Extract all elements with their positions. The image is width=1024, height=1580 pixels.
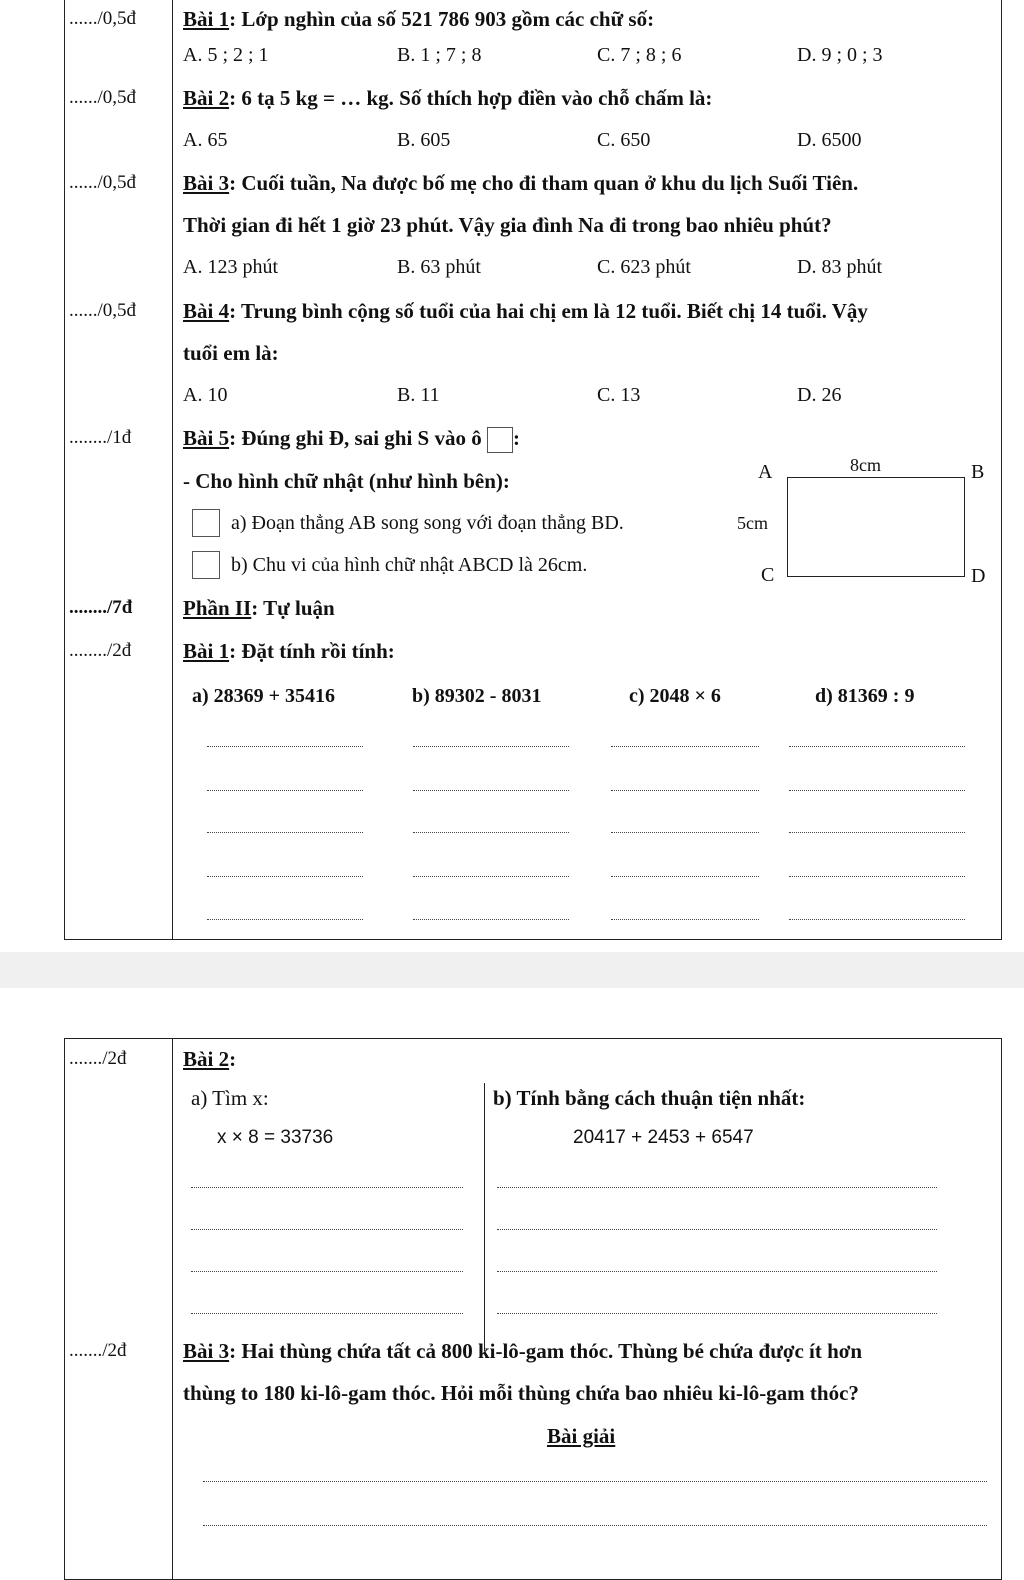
- q4-row2: [65, 333, 1001, 373]
- q5-label: Bài 5: [183, 426, 230, 450]
- s2q3-text-line2: thùng to 180 ki-lô-gam thóc. Hỏi mỗi thùng chứa bao nhiêu ki-lô-gam thóc?: [183, 1381, 859, 1405]
- convenient-calc-title: b) Tính bằng cách thuận tiện nhất:: [493, 1086, 806, 1110]
- q3-row2: [65, 205, 1001, 245]
- q1-option-a[interactable]: A. 5 ; 2 ; 1: [183, 44, 269, 66]
- calc-answer-line[interactable]: [413, 919, 569, 920]
- bai2-answer-line[interactable]: [191, 1271, 463, 1272]
- width-label: 5cm: [737, 513, 768, 533]
- s2q3-row2: [65, 1373, 1001, 1413]
- length-label: 8cm: [850, 455, 881, 475]
- calc-answer-line[interactable]: [207, 790, 363, 791]
- p2q1-label: Bài 1: [183, 639, 230, 663]
- q1-score: ....../0,5đ: [69, 8, 137, 29]
- bai2-answer-line[interactable]: [497, 1229, 937, 1230]
- calc-answer-line[interactable]: [789, 790, 965, 791]
- s2q2-colon: :: [229, 1047, 237, 1071]
- calc-answer-line[interactable]: [611, 790, 759, 791]
- part2-text: : Tự luận: [251, 596, 335, 620]
- s2q2-label: Bài 2: [183, 1047, 230, 1071]
- q1-option-d[interactable]: D. 9 ; 0 ; 3: [797, 44, 883, 66]
- q1-option-c[interactable]: C. 7 ; 8 ; 6: [597, 44, 682, 66]
- bai2-answer-line[interactable]: [191, 1229, 463, 1230]
- q5-row: [65, 418, 1001, 458]
- s2q2-heading: [183, 1039, 993, 1079]
- vertex-a-label: A: [758, 461, 773, 483]
- q3-label: Bài 3: [183, 171, 230, 195]
- worksheet-part1: [64, 0, 1002, 940]
- q5-question: [183, 418, 993, 458]
- q5-intro: - Cho hình chữ nhật (như hình bên):: [183, 469, 510, 493]
- calc-answer-line[interactable]: [413, 790, 569, 791]
- part2-heading: [183, 588, 993, 628]
- q2-row: [65, 78, 1001, 118]
- calc-answer-line[interactable]: [207, 919, 363, 920]
- q3-row: [65, 163, 1001, 203]
- worksheet-part2: [64, 1038, 1002, 1580]
- p2q1-row: [65, 631, 1001, 671]
- calc-answer-line[interactable]: [413, 832, 569, 833]
- q5b-answer-box[interactable]: [192, 551, 220, 579]
- s2q3-question: [183, 1331, 993, 1371]
- q4-text: : Trung bình cộng số tuổi của hai chị em là 12 tuổi. Biết chị 14 tuổi. Vậy: [229, 299, 868, 323]
- q5a-statement: a) Đoạn thẳng AB song song với đoạn thẳng BD.: [231, 512, 624, 534]
- calc-answer-line[interactable]: [207, 876, 363, 877]
- q4-option-a[interactable]: A. 10: [183, 384, 228, 406]
- bai2-answer-line[interactable]: [191, 1187, 463, 1188]
- q2-option-c[interactable]: C. 650: [597, 129, 651, 151]
- convenient-calc-expression: 20417 + 2453 + 6547: [573, 1127, 754, 1148]
- q2-score: ....../0,5đ: [69, 87, 137, 108]
- q2-option-a[interactable]: A. 65: [183, 129, 228, 151]
- q3-option-a[interactable]: A. 123 phút: [183, 256, 278, 278]
- s2q3-text: : Hai thùng chứa tất cả 800 ki-lô-gam thóc. Thùng bé chứa được ít hơn: [229, 1339, 863, 1363]
- q1-question: [183, 0, 993, 39]
- q3-score: ....../0,5đ: [69, 172, 137, 193]
- solution-heading: Bài giải: [547, 1424, 616, 1448]
- calc-answer-line[interactable]: [789, 832, 965, 833]
- s2q3-row: [65, 1331, 1001, 1371]
- q4-option-c[interactable]: C. 13: [597, 384, 641, 406]
- calc-item-c: c) 2048 × 6: [629, 685, 721, 707]
- part2-score: ......../7đ: [69, 597, 133, 618]
- q5-score: ......../1đ: [69, 427, 132, 448]
- vertex-b-label: B: [971, 461, 985, 483]
- calc-answer-line[interactable]: [611, 832, 759, 833]
- calc-answer-line[interactable]: [413, 876, 569, 877]
- s2q3-label: Bài 3: [183, 1339, 230, 1363]
- q4-question: [183, 291, 993, 331]
- q5-colon: :: [513, 426, 520, 450]
- q3-text-line2: Thời gian đi hết 1 giờ 23 phút. Vậy gia đình Na đi trong bao nhiêu phút?: [183, 213, 832, 237]
- q3-options: [65, 247, 1001, 287]
- q4-text-line2: tuổi em là:: [183, 341, 279, 365]
- q3-text: : Cuối tuần, Na được bố mẹ cho đi tham quan ở khu du lịch Suối Tiên.: [229, 171, 859, 195]
- s2q2-exprs: [65, 1118, 1001, 1158]
- bai2-answer-line[interactable]: [497, 1313, 937, 1314]
- q4-option-b[interactable]: B. 11: [397, 384, 440, 406]
- page-separator: [0, 952, 1024, 988]
- s2q2-score: ......./2đ: [69, 1048, 127, 1069]
- part2-label: Phần II: [183, 596, 252, 620]
- q5a-answer-box[interactable]: [192, 509, 220, 537]
- q2-option-d[interactable]: D. 6500: [797, 129, 862, 151]
- q4-row: [65, 291, 1001, 331]
- q3-option-d[interactable]: D. 83 phút: [797, 256, 882, 278]
- q4-option-d[interactable]: D. 26: [797, 384, 842, 406]
- q1-options: [65, 35, 1001, 75]
- calc-item-d: d) 81369 : 9: [815, 685, 915, 707]
- q1-row: [65, 0, 1001, 39]
- s2q3-score: ......./2đ: [69, 1340, 127, 1361]
- q3-option-b[interactable]: B. 63 phút: [397, 256, 481, 278]
- calc-answer-line[interactable]: [611, 919, 759, 920]
- q2-question: [183, 78, 993, 118]
- calc-answer-line[interactable]: [413, 746, 569, 747]
- p2q1-text: : Đặt tính rồi tính:: [229, 639, 395, 663]
- q4-label: Bài 4: [183, 299, 230, 323]
- q2-text: : 6 tạ 5 kg = … kg. Số thích hợp điền vào chỗ chấm là:: [229, 86, 713, 110]
- p2q1-question: [183, 631, 993, 671]
- q2-label: Bài 2: [183, 86, 230, 110]
- answer-box-sample: [487, 427, 513, 453]
- solution-line-2[interactable]: [203, 1525, 987, 1526]
- q4-score: ....../0,5đ: [69, 300, 137, 321]
- find-x-equation: x × 8 = 33736: [217, 1127, 334, 1148]
- s2q2-row: [65, 1039, 1001, 1079]
- q2-option-b[interactable]: B. 605: [397, 129, 451, 151]
- q2-options: [65, 120, 1001, 160]
- bai2-answer-line[interactable]: [497, 1187, 937, 1188]
- vertex-d-label: D: [971, 565, 986, 587]
- q3-option-c[interactable]: C. 623 phút: [597, 256, 691, 278]
- q3-question: [183, 163, 993, 203]
- solution-line-1[interactable]: [203, 1481, 987, 1482]
- q5b-statement: b) Chu vi của hình chữ nhật ABCD là 26cm.: [231, 554, 588, 576]
- calc-answer-line[interactable]: [789, 919, 965, 920]
- calc-answer-line[interactable]: [611, 746, 759, 747]
- q4-options: [65, 375, 1001, 415]
- vertex-c-label: C: [761, 564, 775, 586]
- find-x-title: a) Tìm x:: [191, 1086, 269, 1110]
- calc-answer-line[interactable]: [789, 746, 965, 747]
- calc-item-a: a) 28369 + 35416: [192, 685, 336, 707]
- subquestion-divider: [484, 1083, 485, 1351]
- rectangle-abcd-figure: [787, 477, 965, 577]
- q5-text: : Đúng ghi Đ, sai ghi S vào ô: [229, 426, 482, 450]
- calc-answer-line[interactable]: [207, 746, 363, 747]
- q1-text: : Lớp nghìn của số 521 786 903 gồm các chữ số:: [229, 7, 655, 31]
- s2q2-subheads: [65, 1078, 1001, 1118]
- calc-answer-line[interactable]: [207, 832, 363, 833]
- bai2-answer-line[interactable]: [191, 1313, 463, 1314]
- p2q1-items: [65, 676, 1001, 716]
- p2q1-score: ......../2đ: [69, 640, 132, 661]
- calc-answer-line[interactable]: [789, 876, 965, 877]
- q1-label: Bài 1: [183, 7, 230, 31]
- calc-item-b: b) 89302 - 8031: [412, 685, 542, 707]
- part2-row: [65, 588, 1001, 628]
- bai2-answer-line[interactable]: [497, 1271, 937, 1272]
- q1-option-b[interactable]: B. 1 ; 7 ; 8: [397, 44, 482, 66]
- calc-answer-line[interactable]: [611, 876, 759, 877]
- solution-row: [65, 1416, 1001, 1456]
